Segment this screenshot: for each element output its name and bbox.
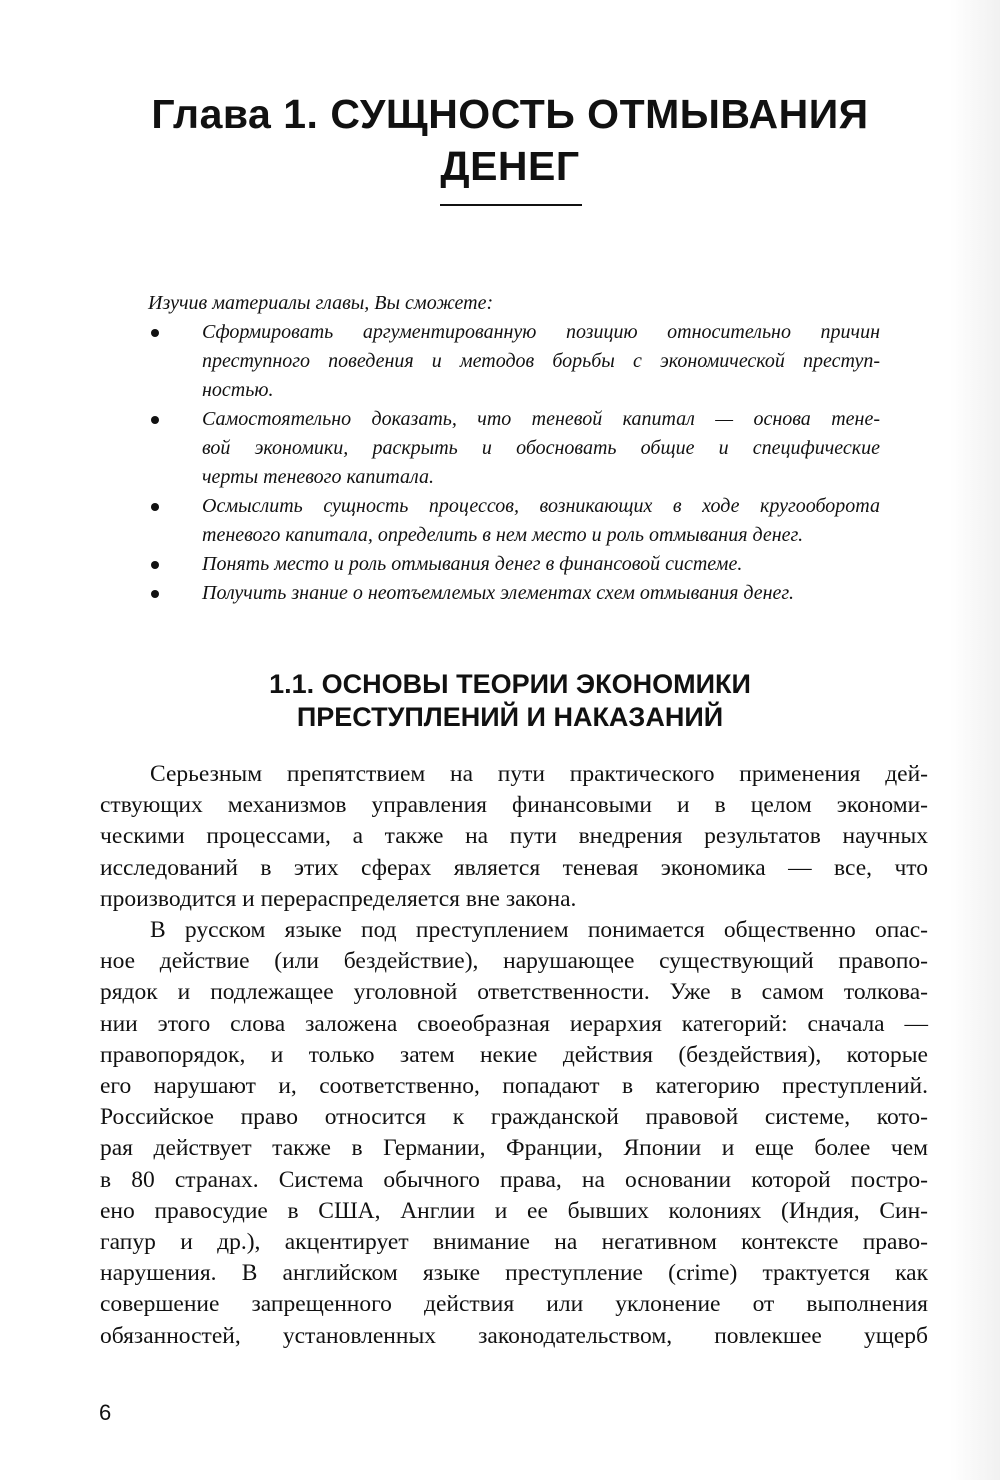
bullet-dot-icon — [151, 329, 159, 337]
body-text — [100, 759, 928, 1352]
text-line: правопорядок, и только затем некие действия (бездействия), которые — [100, 1041, 928, 1068]
text-line: нии этого слова заложена своеобразная иерархия категорий: сначала — — [100, 1010, 928, 1037]
text-line: обязанностей, установленных законодательством, повлекшее ущерб — [100, 1322, 928, 1349]
objective-line: Осмыслить сущность процессов, возникающих в ходе кругооборота — [202, 495, 880, 517]
objective-bullet-item — [148, 579, 880, 608]
text-line: рядок и подлежащее уголовной ответственности. Уже в самом толкова- — [100, 979, 928, 1006]
paragraph — [100, 915, 928, 1352]
title-underline — [440, 204, 582, 206]
objective-line: черты теневого капитала. — [202, 466, 434, 488]
objectives-intro: Изучив материалы главы, Вы сможете: — [148, 292, 494, 314]
objective-line: Самостоятельно доказать, что теневой капитал — основа тене- — [202, 408, 880, 430]
objective-line: ностью. — [202, 379, 274, 401]
text-line: нарушения. В английском языке преступление (crime) трактуется как — [100, 1260, 928, 1287]
chapter-title-line: Глава 1. СУЩНОСТЬ ОТМЫВАНИЯ — [151, 91, 869, 137]
objective-bullet-item — [148, 318, 880, 405]
chapter-title-line: ДЕНЕГ — [440, 143, 580, 189]
text-line: ное действие (или бездействие), нарушающее существующий правопо- — [100, 948, 928, 975]
text-line: ческими процессами, а также на пути внедрения результатов научных — [100, 823, 928, 850]
text-line: исследований в этих сферах является теневая экономика — все, что — [100, 854, 928, 881]
objective-line: преступного поведения и методов борьбы с экономической преступ- — [202, 350, 880, 372]
text-line: ено правосудие в США, Англии и ее бывших колониях (Индия, Син- — [100, 1197, 928, 1224]
text-line: Серьезным препятствием на пути практического применения дей- — [150, 761, 928, 787]
section-heading-line: 1.1. ОСНОВЫ ТЕОРИИ ЭКОНОМИКИ — [269, 669, 751, 699]
text-line: производится и перераспределяется вне закона. — [100, 885, 577, 912]
objective-line: теневого капитала, определить в нем место и роль отмывания денег. — [202, 524, 804, 546]
objective-line: Понять место и роль отмывания денег в финансовой системе. — [202, 553, 743, 575]
text-line: его нарушают и, соответственно, попадают в категорию преступлений. — [100, 1073, 928, 1100]
chapter-title — [0, 88, 1000, 192]
text-line: Российское право относится к гражданской правовой системе, кото- — [100, 1104, 928, 1131]
bullet-dot-icon — [151, 416, 159, 424]
text-line: в 80 странах. Система обычного права, на основании которой постро- — [100, 1166, 928, 1193]
objective-bullet-item — [148, 492, 880, 550]
objective-bullet-item — [148, 405, 880, 492]
paragraph — [100, 759, 928, 915]
bullet-dot-icon — [151, 503, 159, 511]
text-line: рая действует также в Германии, Франции, Японии и еще более чем — [100, 1135, 928, 1162]
bullet-dot-icon — [151, 561, 159, 569]
text-line: В русском языке под преступлением понимается общественно опас- — [150, 917, 928, 944]
objective-bullet-item — [148, 550, 880, 579]
objective-line: Получить знание о неотъемлемых элементах схем отмывания денег. — [202, 582, 794, 604]
section-heading — [0, 668, 1000, 734]
objective-line: вой экономики, раскрыть и обосновать общие и специфические — [202, 437, 880, 459]
objective-line: Сформировать аргументированную позицию относительно причин — [202, 321, 880, 343]
text-line: совершение запрещенного действия или уклонение от выполнения — [100, 1291, 928, 1318]
section-heading-line: ПРЕСТУПЛЕНИЙ И НАКАЗАНИЙ — [296, 702, 724, 732]
text-line: ствующих механизмов управления финансовыми и в целом экономи- — [100, 792, 928, 819]
bullet-dot-icon — [151, 590, 159, 598]
text-line: гапур и др.), акцентирует внимание на негативном контексте право- — [100, 1229, 928, 1256]
page-edge-shadow — [950, 0, 1000, 1480]
chapter-objectives — [148, 289, 880, 608]
page-number: 6 — [99, 1400, 112, 1425]
